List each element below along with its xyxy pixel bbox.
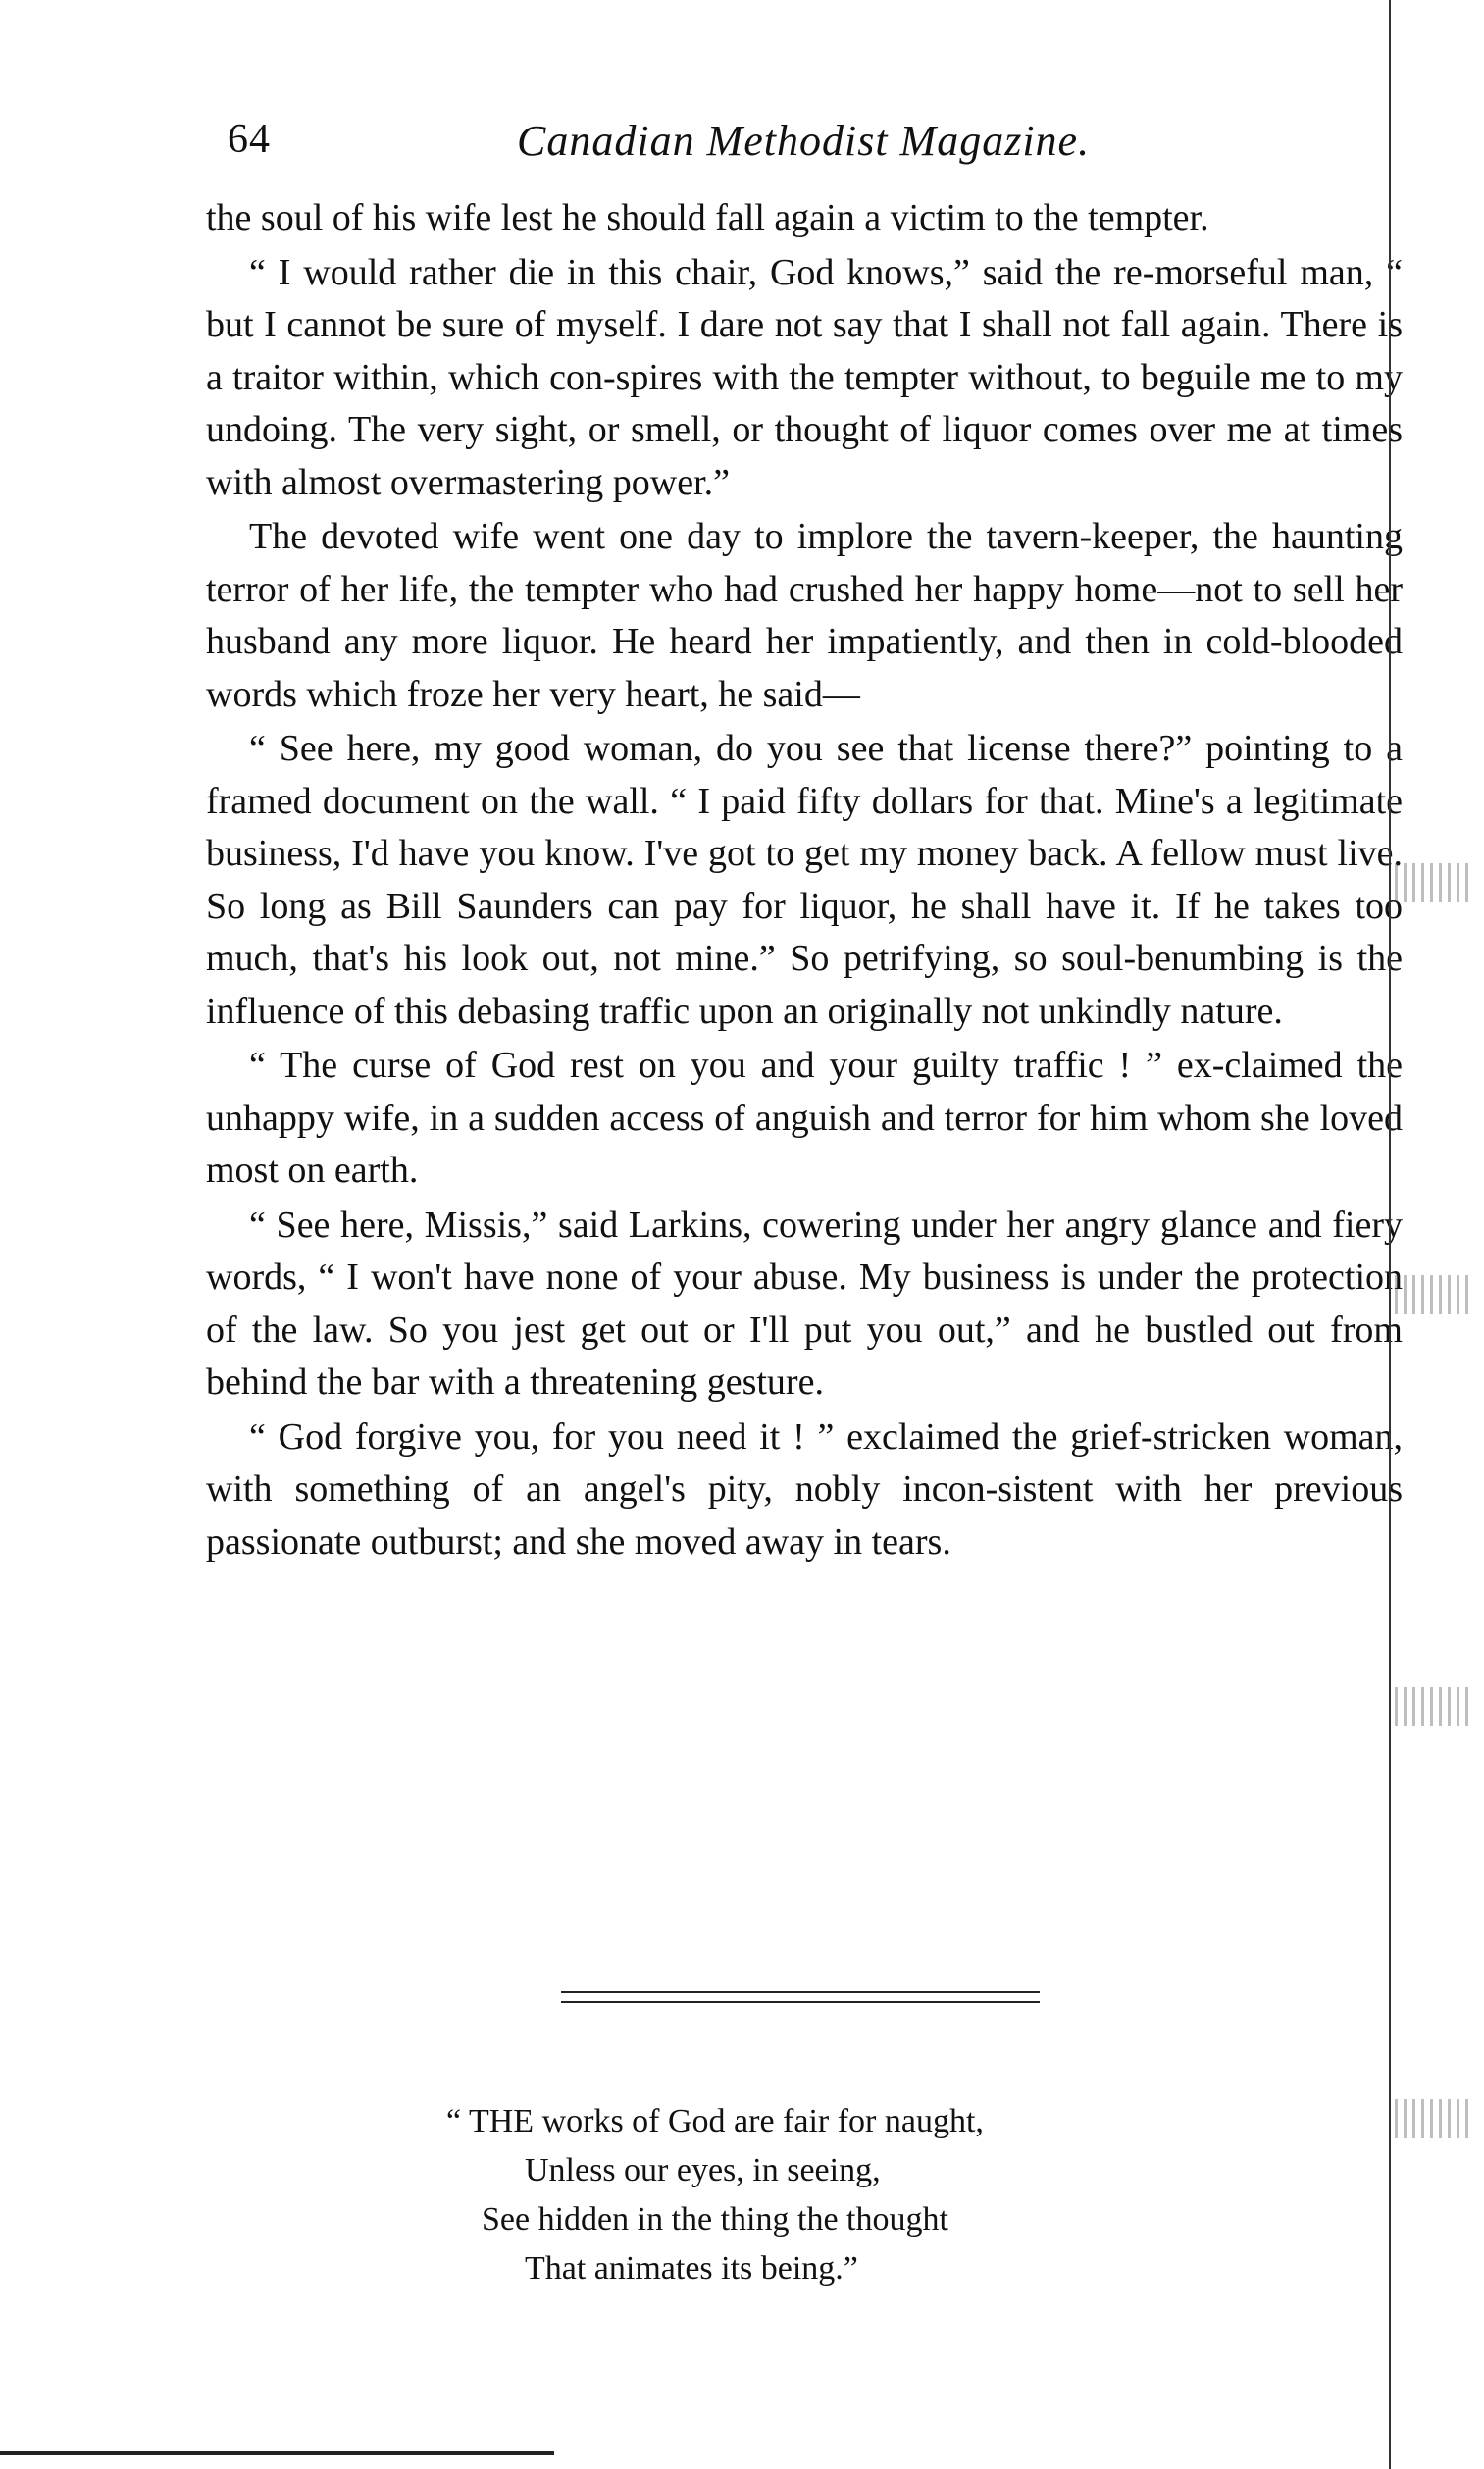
gutter-artifact [1395,2099,1473,2138]
paragraph: The devoted wife went one day to implore the tavern-keeper, the haunting terror of her life, the tempter who had crushed her happy home—not to sell her husband any more liquor. He heard her impatiently, and then in cold-blooded words which froze her very heart, he said— [206,516,1403,715]
epigraph-poem [446,2097,1192,2293]
running-title: Canadian Methodist Magazine. [517,117,1091,165]
paragraph: the soul of his wife lest he should fall again a victim to the tempter. [206,197,1209,238]
gutter-artifact [1395,1687,1473,1726]
scanned-gutter-edge [1389,0,1484,2469]
paragraph: “ See here, my good woman, do you see that license there?” pointing to a framed document on the wall. “ I paid fifty dollars for that. Mine's a legitimate business, I'd have you know. I've got to get my money back. A fellow must live. So long as Bill Saunders can pay for liquor, he shall have it. If he takes too much, that's his look out, not mine.” So petrifying, so soul-benumbing is the influence of this debasing traffic upon an originally not unkindly nature. [206,728,1403,1032]
gutter-artifact [1395,1275,1473,1314]
paragraph: “ The curse of God rest on you and your guilty traffic ! ” ex-claimed the unhappy wife, in a sudden access of anguish and terror for him whom she loved most on earth. [206,1045,1403,1191]
poem-line: See hidden in the thing the thought [482,2201,948,2238]
section-divider [561,1991,1040,2003]
paragraph: “ God forgive you, for you need it ! ” exclaimed the grief-stricken woman, with something of an angel's pity, nobly incon-sistent with her previous passionate outburst; and she moved away in tears. [206,1415,1403,1563]
page-number: 64 [228,117,271,162]
bottom-edge-rule [0,2451,554,2455]
poem-line: Unless our eyes, in seeing, [525,2152,881,2188]
paragraph: “ See here, Missis,” said Larkins, cowering under her angry glance and fiery words, “ I won't have none of your abuse. My business is under the protection of the law. So you jest get out or I'll put you out,” and he bustled out from behind the bar with a threatening gesture. [206,1204,1403,1403]
page-header [228,116,1208,175]
paragraph: “ I would rather die in this chair, God knows,” said the re-morseful man, “ but I cannot be sure of myself. I dare not say that I shall not fall again. There is a traitor within, which con-spires with the tempter without, to beguile me to my undoing. The very sight, or smell, or thought of liquor comes over me at times with almost overmastering power.” [206,251,1403,503]
poem-line: That animates its being.” [525,2250,858,2287]
body-text [206,192,1403,1570]
poem-line: “ THE works of God are fair for naught, [446,2103,984,2139]
gutter-artifact [1395,863,1473,902]
